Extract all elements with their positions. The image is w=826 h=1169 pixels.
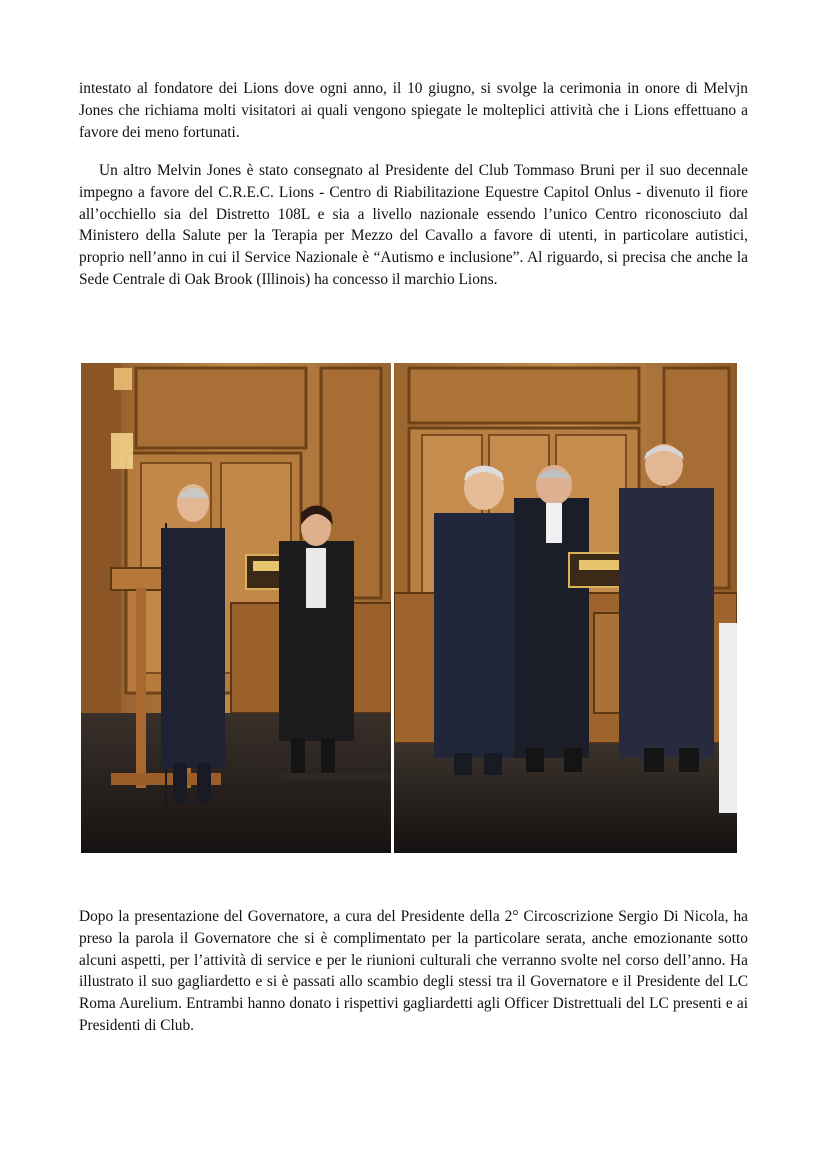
ceremony-photo-left [81,363,391,853]
paragraph-governor-presentation: Dopo la presentazione del Governatore, a cura del Presidente della 2° Circoscrizione Sergio Di Nicola, ha preso la parola il Governatore che si è complimentato per la particolare serata, anche emozionante sotto alcuni aspetti, per l’attività di service e per le riunioni culturali che verranno svolte nel corso dell’anno. Ha illustrato il suo gagliardetto e si è passati allo scambio degli stessi tra il Governatore e il Presidente del LC Roma Aurelium. Entrambi hanno donato i rispettivi gagliardetti agli Officer Distrettuali del LC presenti e ai Presidenti di Club. [79,908,748,1034]
paragraph-intro: intestato al fondatore dei Lions dove ogni anno, il 10 giugno, si svolge la cerimonia in onore di Melvjn Jones che richiama molti visitatori ai quali vengono spiegate le molteplici attività che i Lions effettuano a favore dei meno fortunati. [79,80,748,141]
paragraph-melvin-jones-award: Un altro Melvin Jones è stato consegnato al Presidente del Club Tommaso Bruni per il suo decennale impegno a favore del C.R.E.C. Lions - Centro di Riabilitazione Equestre Capitol Onlus - divenuto il fiore all’occhiello sia del Distretto 108L e sia a livello nazionale essendo l’unico Centro riconosciuto dal Ministero della Salute per la Terapia per Mezzo del Cavallo a favore di utenti, in particolare autistici, proprio nell’anno in cui il Service Nazionale è “Autismo e inclusione”. Al riguardo, si precisa che anche la Sede Centrale di Oak Brook (Illinois) ha concesso il marchio Lions. [79,162,748,288]
ceremony-photo-right [394,363,737,853]
